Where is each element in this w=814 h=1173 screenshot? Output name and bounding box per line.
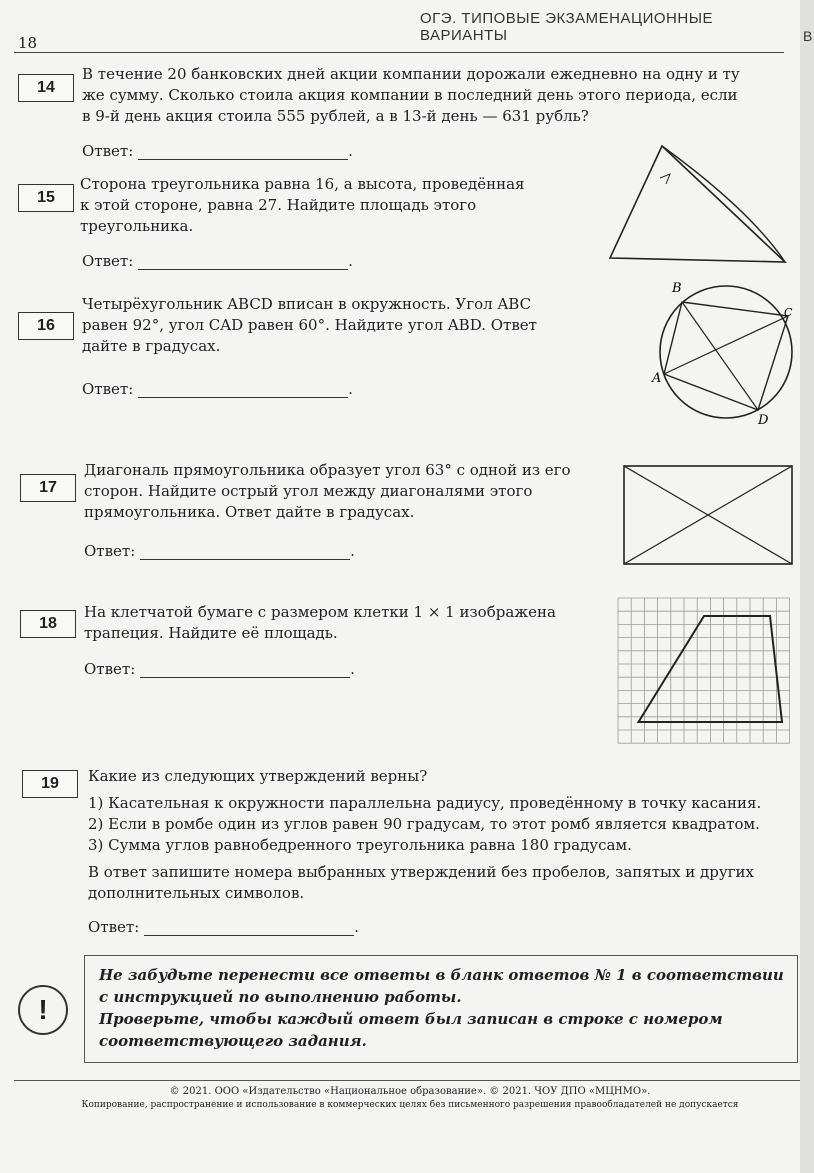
answer-label: Ответ:: [82, 380, 134, 398]
task-15-text: [80, 174, 580, 237]
task-19-question: Какие из следующих утверждений верны?: [88, 767, 428, 785]
task-18-answer: Ответ: .: [84, 660, 355, 678]
triangle-outline: [610, 146, 785, 262]
task-19-statement-2: 2) Если в ромбе один из углов равен 90 градусам, то этот ромб является квадратом.: [88, 815, 760, 833]
rectangle-figure: [620, 462, 800, 568]
task-16-line: равен 92°, угол CAD равен 60°. Найдите угол ABD. Ответ: [82, 316, 537, 334]
task-number-16: 16: [18, 312, 74, 340]
answer-label: Ответ:: [82, 252, 134, 270]
task-17-line: прямоугольника. Ответ дайте в градусах.: [84, 503, 415, 521]
task-14-answer: Ответ: .: [82, 142, 353, 160]
trapezoid-grid-figure: [614, 594, 794, 746]
footer-copyright: © 2021. ООО «Издательство «Национальное образование». © 2021. ЧОУ ДПО «МЦНМО».: [169, 1086, 651, 1097]
footer-rights: Копирование, распространение и использование в коммерческих целях без письменного разрешения правообладателей не допускается: [81, 1100, 739, 1110]
task-19-statement-3: 3) Сумма углов равнобедренного треугольника равна 180 градусам.: [88, 836, 632, 854]
vertex-label-d: D: [758, 413, 769, 428]
header-title: ОГЭ. ТИПОВЫЕ ЭКЗАМЕНАЦИОННЫЕ ВАРИАНТЫ: [420, 10, 714, 44]
answer-line[interactable]: [138, 143, 348, 160]
page-number: 18: [18, 34, 38, 52]
task-19-text: [88, 766, 798, 904]
task-19-answer: Ответ: .: [88, 918, 359, 936]
notice-box: [84, 955, 798, 1063]
task-17-line: сторон. Найдите острый угол между диагоналями этого: [84, 482, 533, 500]
task-15-line: к этой стороне, равна 27. Найдите площадь этого: [80, 196, 477, 214]
quadrilateral: [664, 302, 788, 410]
task-19-statement-1: 1) Касательная к окружности параллельна радиусу, проведённому в точку касания.: [88, 794, 762, 812]
answer-label: Ответ:: [88, 918, 140, 936]
task-15-line: треугольника.: [80, 217, 194, 235]
task-14-line: В течение 20 банковских дней акции компании дорожали ежедневно на одну и ту: [82, 65, 740, 83]
notice-line: Не забудьте перенести все ответы в бланк ответов № 1 в соответствии: [99, 966, 784, 984]
notice-text: [99, 964, 789, 1052]
task-number-15: 15: [18, 184, 74, 212]
task-number-17: 17: [20, 474, 76, 502]
task-number-18: 18: [20, 610, 76, 638]
task-number-19: 19: [22, 770, 78, 798]
task-17-line: Диагональ прямоугольника образует угол 63° с одной из его: [84, 461, 571, 479]
task-16-line: дайте в градусах.: [82, 337, 221, 355]
answer-line[interactable]: [138, 381, 348, 398]
task-number-14: 14: [18, 74, 74, 102]
answer-label: Ответ:: [84, 660, 136, 678]
task-15-line: Сторона треугольника равна 16, а высота, проведённая: [80, 175, 525, 193]
footer-divider: [14, 1080, 800, 1081]
task-17-text: [84, 460, 604, 523]
next-page-edge: [800, 0, 814, 1173]
header-divider: [14, 52, 784, 53]
answer-line[interactable]: [138, 253, 348, 270]
task-16-answer: Ответ: .: [82, 380, 353, 398]
task-19-instruction: дополнительных символов.: [88, 884, 305, 902]
task-18-line: трапеция. Найдите её площадь.: [84, 624, 338, 642]
vertex-label-a: A: [652, 371, 662, 386]
task-18-line: На клетчатой бумаге с размером клетки 1 × 1 изображена: [84, 603, 556, 621]
answer-line[interactable]: [144, 919, 354, 936]
task-14-text: [82, 64, 787, 127]
task-16-line: Четырёхугольник ABCD вписан в окружность. Угол ABC: [82, 295, 532, 313]
next-page-letter: В: [803, 28, 813, 44]
answer-label: Ответ:: [82, 142, 134, 160]
diagonal-bd: [682, 302, 758, 410]
triangle-figure: [600, 140, 795, 270]
task-14-line: в 9-й день акция стоила 555 рублей, а в 13-й день — 631 рубль?: [82, 107, 589, 125]
task-19-instruction: В ответ запишите номера выбранных утверждений без пробелов, запятых и других: [88, 863, 754, 881]
task-16-text: [82, 294, 592, 357]
task-14-line: же сумму. Сколько стоила акция компании в последний день этого периода, если: [82, 86, 738, 104]
inscribed-quadrilateral-figure: [648, 274, 798, 429]
notice-line: Проверьте, чтобы каждый ответ был записан в строке с номером: [99, 1010, 723, 1028]
notice-line: с инструкцией по выполнению работы.: [99, 988, 462, 1006]
task-18-text: [84, 602, 604, 644]
right-angle-mark: [660, 174, 670, 184]
exclamation-icon: !: [18, 985, 68, 1035]
task-17-answer: Ответ: .: [84, 542, 355, 560]
answer-label: Ответ:: [84, 542, 136, 560]
task-15-answer: Ответ: .: [82, 252, 353, 270]
answer-line[interactable]: [140, 543, 350, 560]
notice-line: соответствующего задания.: [99, 1032, 367, 1050]
vertex-label-c: C: [784, 306, 793, 319]
vertex-label-b: B: [672, 281, 682, 296]
answer-line[interactable]: [140, 661, 350, 678]
